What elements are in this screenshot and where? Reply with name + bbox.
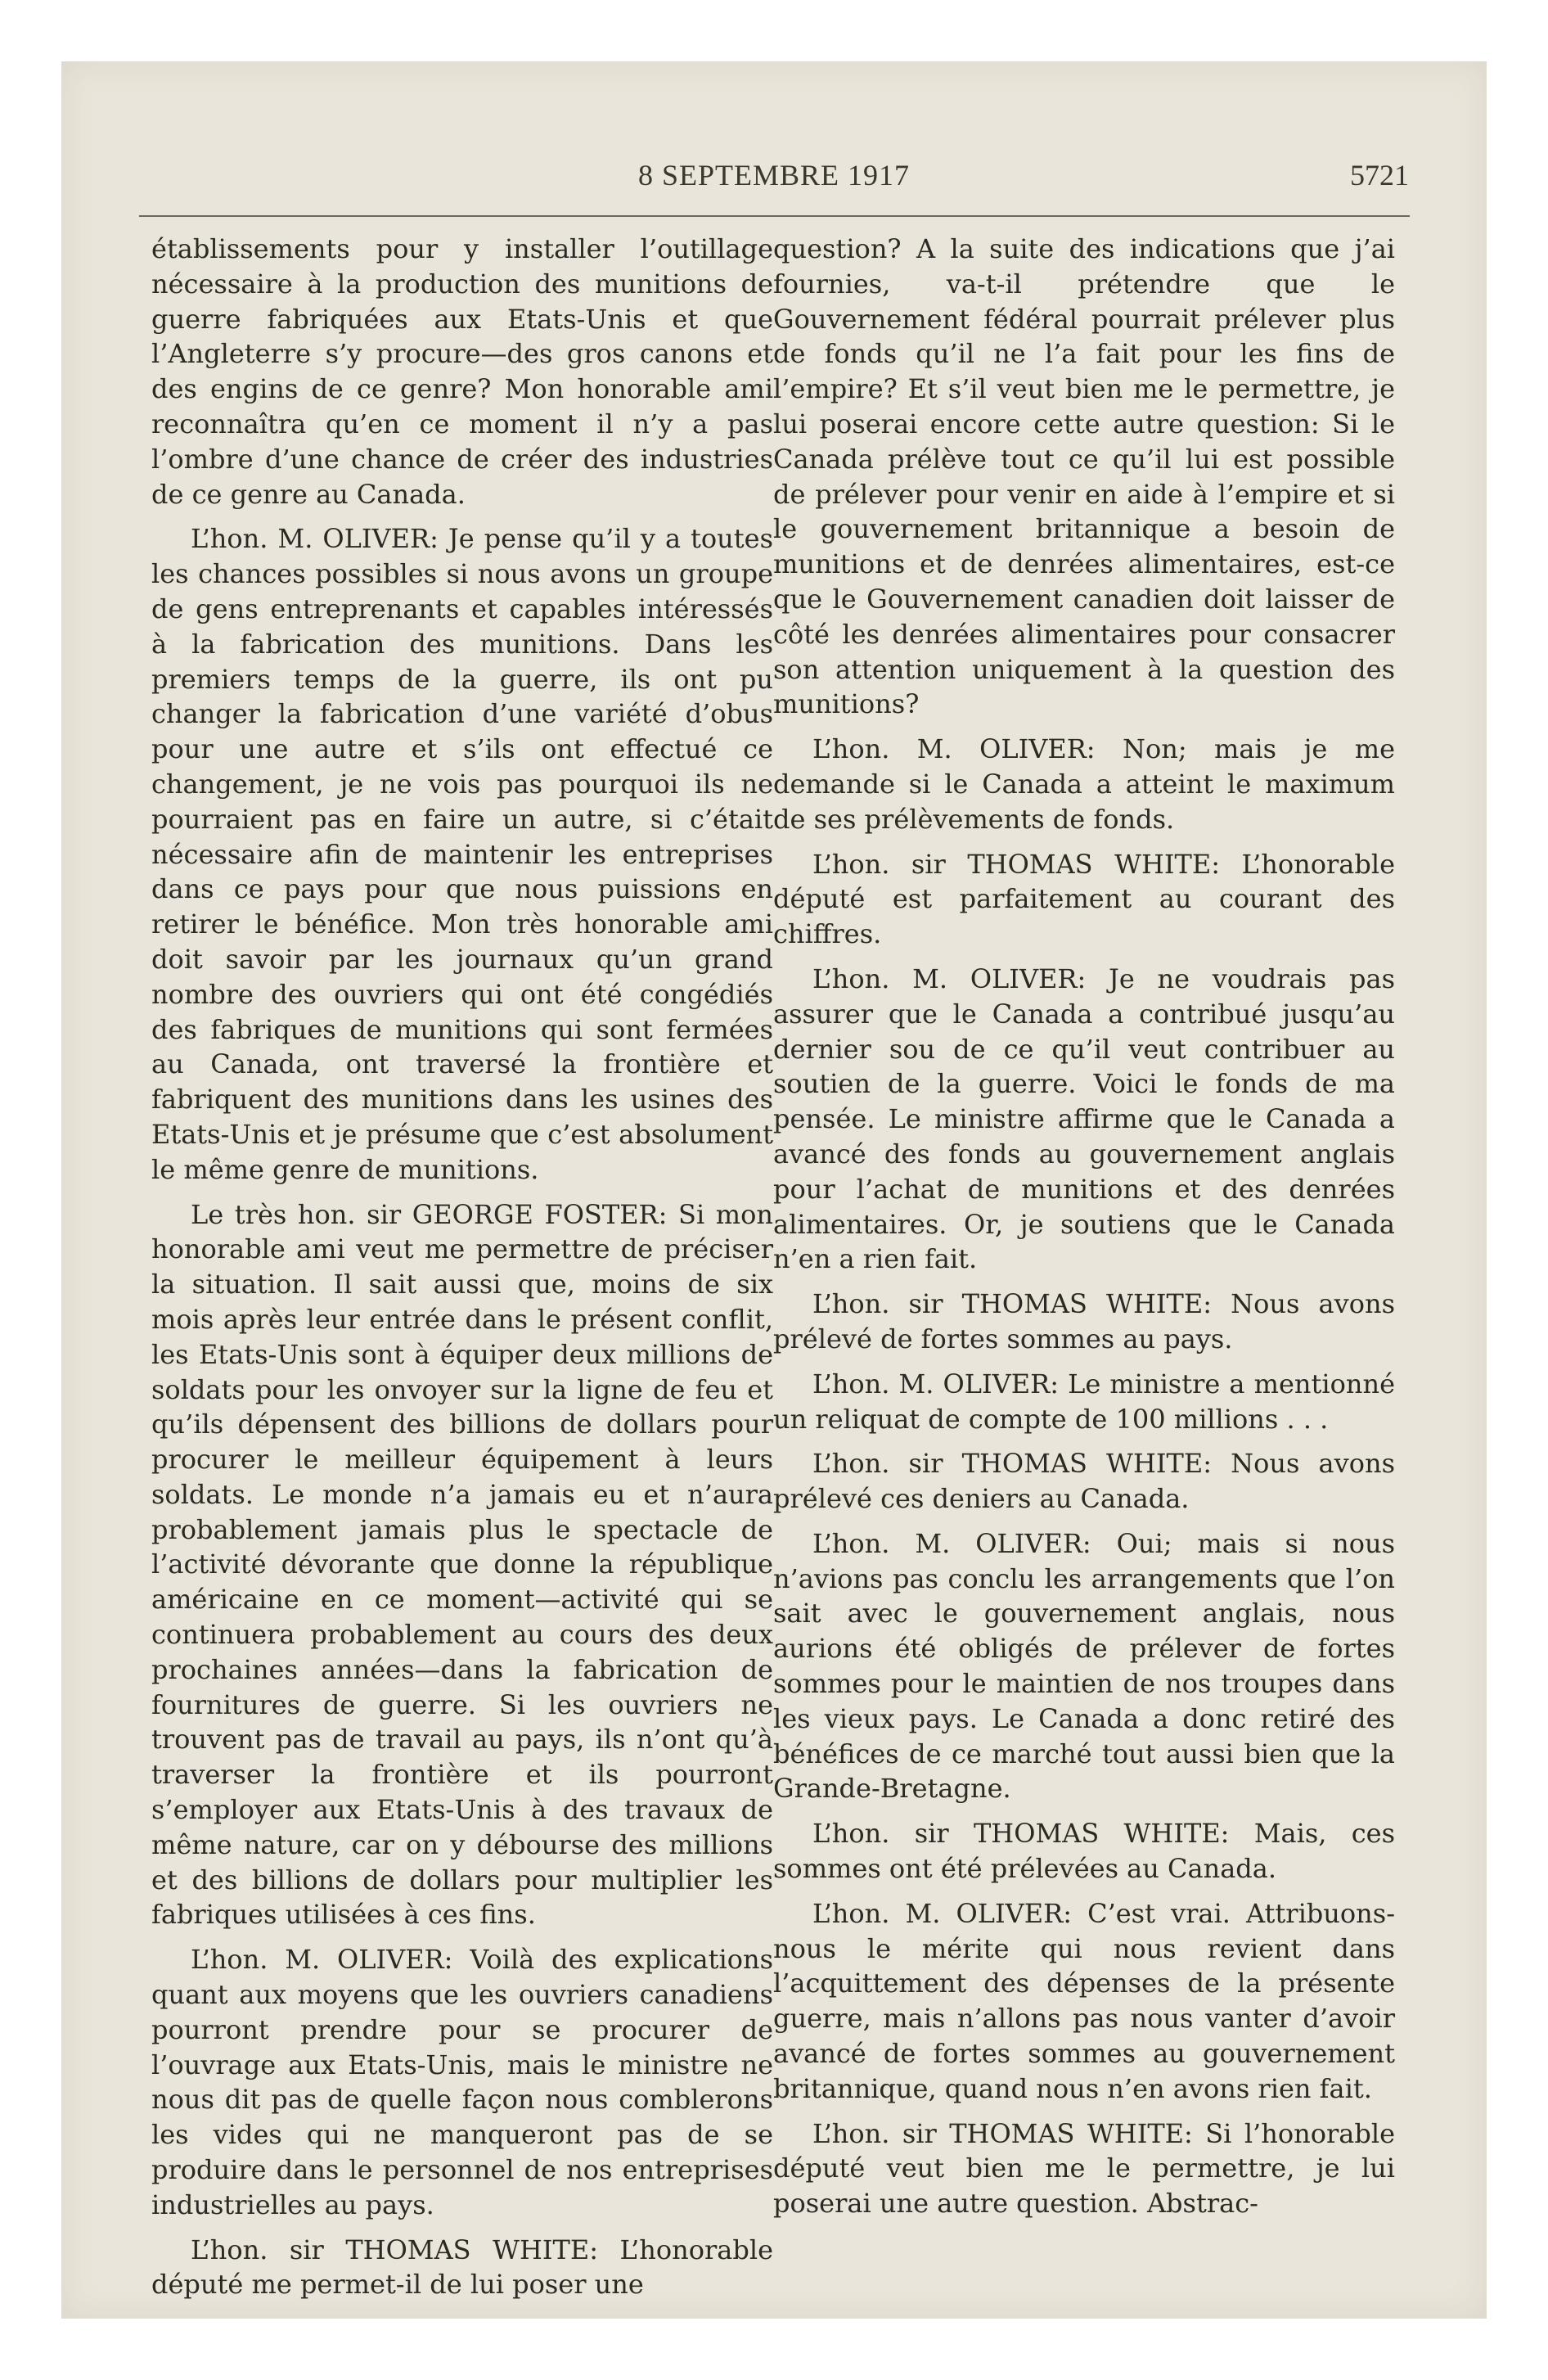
left-column [151,232,773,2302]
paragraph: établissements pour y installer l’outillage nécessaire à la production des munitions de guerre fabriquées aux Etats-Unis et que l’Angleterre s’y procure—des gros canons et des engins de ce genre? Mon honorable ami reconnaîtra qu’en ce moment il n’y a pas l’ombre d’une chance de créer des industries de ce genre au Canada. [151,233,773,510]
paragraph: L’hon. M. OLIVER: Le ministre a mentionné un reliquat de compte de 100 millions . . . [773,1368,1395,1435]
paragraph: L’hon. sir THOMAS WHITE: Si l’honorable député veut bien me le permettre, je lui poserai une autre question. Abstrac- [773,2117,1395,2220]
paragraph: Le très hon. sir GEORGE FOSTER: Si mon honorable ami veut me permettre de préciser la situation. Il sait aussi que, moins de six mois après leur entrée dans le présent conflit, les Etats-Unis sont à équiper deux millions de soldats pour les onvoyer sur la ligne de feu et qu’ils dépensent des billions de dollars pour procurer le meilleur équipement à leurs soldats. Le monde n’a jamais eu et n’aura probablement jamais plus le spectacle de l’activité dévorante que donne la république américaine en ce moment—activité qui se continuera probablement au cours des deux prochaines années—dans la fabrication de fournitures de guerre. Si les ouvriers ne trouvent pas de travail au pays, ils n’ont qu’à traverser la frontière et ils pourront s’employer aux Etats-Unis à des travaux de même nature, car on y débourse des millions et des billions de dollars pour multiplier les fabriques utilisées à ces fins. [151,1198,773,1931]
header-rule [139,215,1410,217]
paragraph: question? A la suite des indications que j’ai fournies, va-t-il prétendre que le Gouvernement fédéral pourrait prélever plus de fonds qu’il ne l’a fait pour les fins de l’empire? Et s’il veut bien me le permettre, je lui poserai encore cette autre question: Si le Canada prélève tout ce qu’il lui est possible de prélever pour venir en aide à l’empire et si le gouvernement britannique a besoin de munitions et de denrées alimentaires, est-ce que le Gouvernement canadien doit laisser de côté les denrées alimentaires pour consacrer son attention uniquement à la question des munitions? [773,233,1395,720]
page-header [61,158,1487,207]
paragraph: L’hon. M. OLIVER: C’est vrai. Attribuons-nous le mérite qui nous revient dans l’acquittement des dépenses de la présente guerre, mais n’allons pas nous vanter d’avoir avancé de fortes sommes au gouvernement britannique, quand nous n’en avons rien fait. [773,1897,1395,2104]
paragraph: L’hon. sir THOMAS WHITE: Nous avons prélevé ces deniers au Canada. [773,1448,1395,1515]
paragraph: L’hon. sir THOMAS WHITE: L’honorable député me permet-il de lui poser une [151,2234,773,2301]
paragraph: L’hon. sir THOMAS WHITE: Nous avons prélevé de fortes sommes au pays. [773,1288,1395,1355]
right-column [773,232,1395,2221]
paragraph: L’hon. sir THOMAS WHITE: Mais, ces sommes ont été prélevées au Canada. [773,1818,1395,1885]
header-date: 8 SEPTEMBRE 1917 [637,159,911,192]
paragraph: L’hon. M. OLIVER: Je ne voudrais pas assurer que le Canada a contribué jusqu’au dernier sou de ce qu’il veut contribuer au soutien de la guerre. Voici le fonds de ma pensée. Le ministre affirme que le Canada a avancé des fonds au gouvernement anglais pour l’achat de munitions et des denrées alimentaires. Or, je soutiens que le Canada n’en a rien fait. [773,962,1395,1275]
paragraph: L’hon. M. OLIVER: Oui; mais si nous n’avions pas conclu les arrangements que l’on sait avec le gouvernement anglais, nous aurions été obligés de prélever de fortes sommes pour le maintien de nos troupes dans les vieux pays. Le Canada a donc retiré des bénéfices de ce marché tout aussi bien que la Grande-Bretagne. [773,1527,1395,1805]
paragraph: L’hon. M. OLIVER: Je pense qu’il y a toutes les chances possibles si nous avons un groupe de gens entreprenants et capables intéressés à la fabrication des munitions. Dans les premiers temps de la guerre, ils ont pu changer la fabrication d’une variété d’obus pour une autre et s’ils ont effectué ce changement, je ne vois pas pourquoi ils ne pourraient pas en faire un autre, si c’était nécessaire afin de maintenir les entreprises dans ce pays pour que nous puissions en retirer le bénéfice. Mon très honorable ami doit savoir par les journaux qu’un grand nombre des ouvriers qui ont été congédiés des fabriques de munitions qui sont fermées au Canada, ont traversé la frontière et fabriquent des munitions dans les usines des Etats-Unis et je présume que c’est absolument le même genre de munitions. [151,523,773,1185]
page-number: 5721 [1350,159,1409,192]
document-page [61,61,1487,2319]
paragraph: L’hon. M. OLIVER: Voilà des explications quant aux moyens que les ouvriers canadiens pourront prendre pour se procurer de l’ouvrage aux Etats-Unis, mais le ministre ne nous dit pas de quelle façon nous comblerons les vides qui ne manqueront pas de se produire dans le personnel de nos entreprises industrielles au pays. [151,1944,773,2220]
paragraph: L’hon. sir THOMAS WHITE: L’honorable député est parfaitement au courant des chiffres. [773,848,1395,950]
paragraph: L’hon. M. OLIVER: Non; mais je me demande si le Canada a atteint le maximum de ses prélèvements de fonds. [773,733,1395,835]
